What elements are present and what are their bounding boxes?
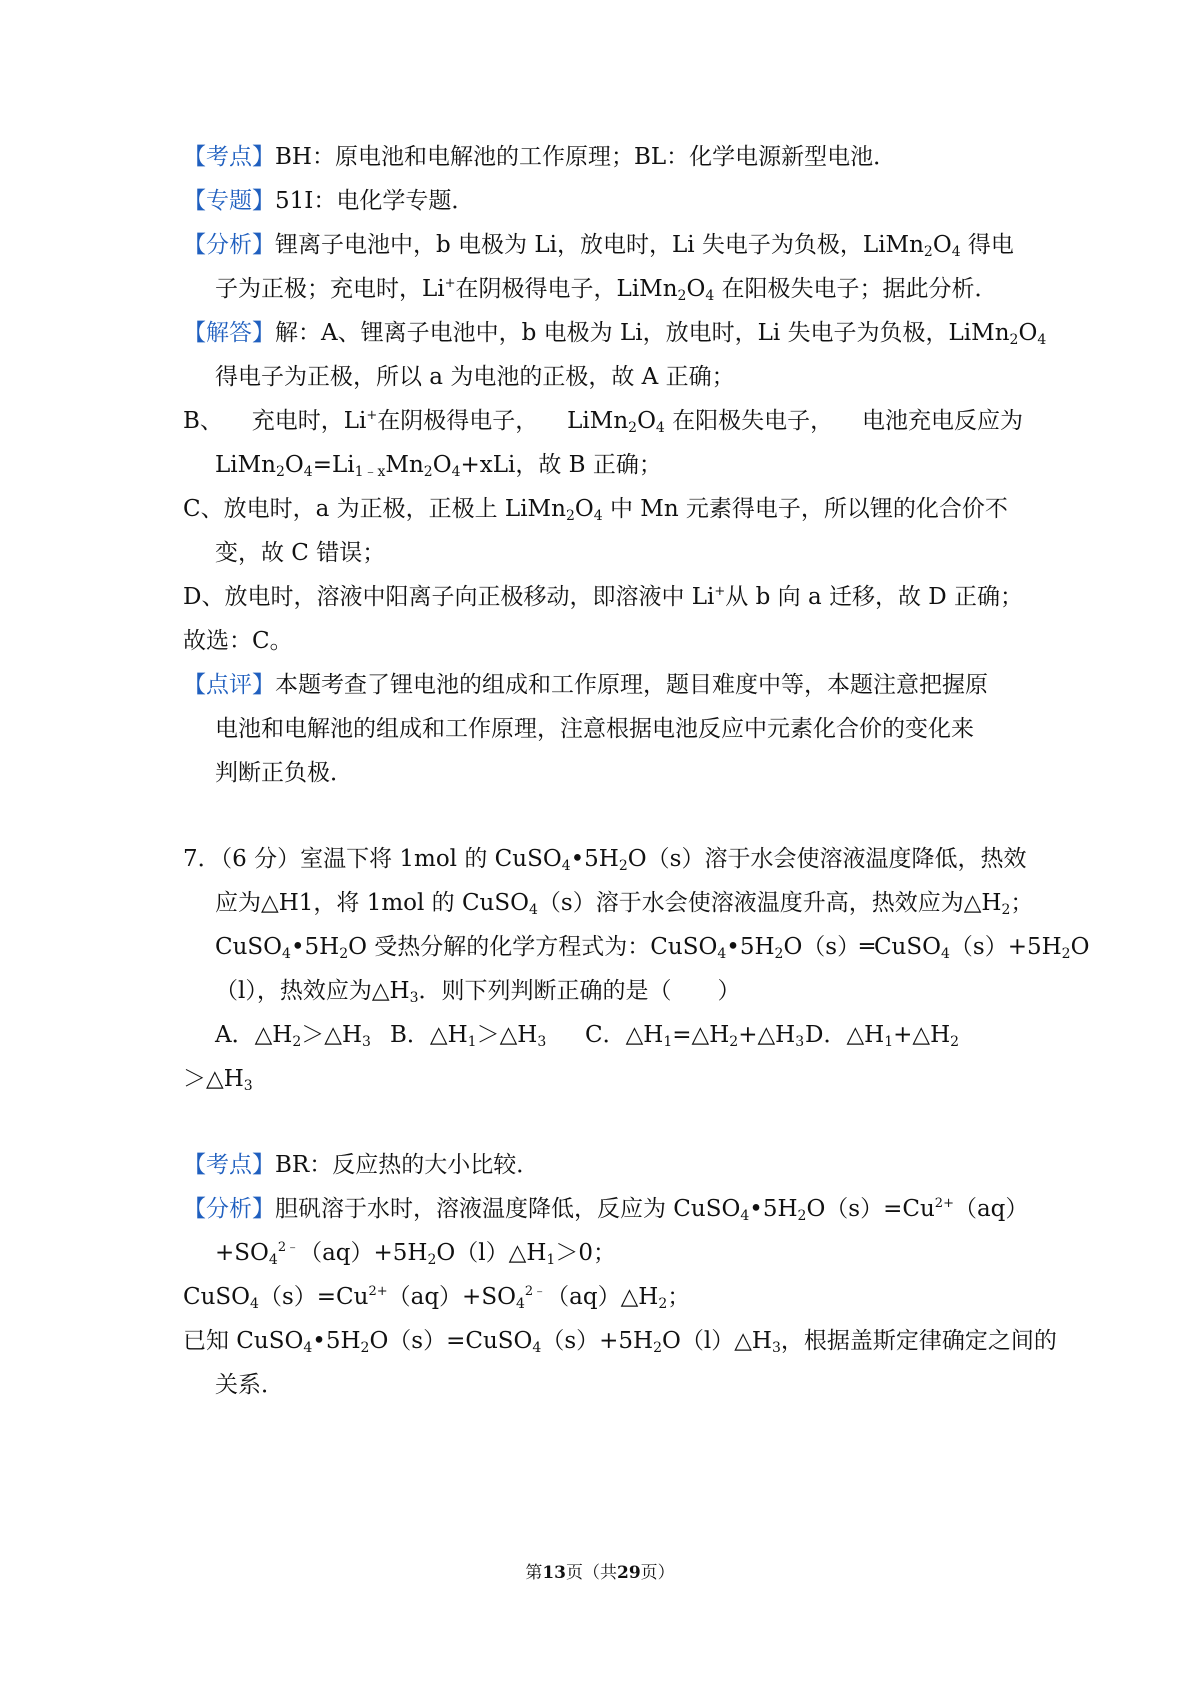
question-7-line-3: $CuSO_4•5H_2O$ 受热分解的化学方程式为：$CuSO_4•5H_2O(s)═CuSO_4(s)+5H_2O$	[215, 934, 1090, 962]
fenxi-tag-2: 【分析】	[183, 1196, 275, 1222]
jieda-tag: 【解答】	[183, 320, 275, 346]
fenxi-text-1: 锂离子电池中，b 电极为 Li，放电时，Li 失电子为负极，$LiMn_2O_4$ 得电	[275, 232, 1014, 260]
option-d: D．$\triangle H_1+\triangle H_2$	[805, 1022, 960, 1050]
fenxi2-line-3: $CuSO_4(s)=Cu^{2+}(aq)+SO_4^{2﹣}(aq)\triangle H_2$；	[183, 1284, 691, 1312]
dianping-line-1	[183, 670, 1023, 700]
kaodian-text: BH：原电池和电解池的工作原理；BL：化学电源新型电池．	[275, 144, 897, 170]
jieda-line-b1: B、 充电时，Li+在阴极得电子， $LiMn_2O_4$ 在阳极失电子， 电池充电反应为	[183, 408, 1023, 436]
option-b: B．$\triangle H_1>\triangle H_3$	[390, 1022, 547, 1050]
jieda-line-2: 得电子为正极，所以 a 为电池的正极，故 A 正确；	[215, 364, 735, 390]
option-d-cont: $>\triangle H_3$	[183, 1066, 253, 1094]
zhuanti-line	[183, 186, 1023, 216]
footer-total-pages: 29	[617, 1563, 641, 1583]
jieda-line-b2: $LiMn_2O_4=Li_{1﹣x}Mn_2O_4+xLi$，故 B 正确；	[215, 452, 662, 480]
fenxi2-text-1: 胆矾溶于水时，溶液温度降低，反应为 $CuSO_4•5H_2O(s)=Cu^{2+}(aq)$	[275, 1196, 1029, 1224]
kaodian-tag-2: 【考点】	[183, 1152, 275, 1178]
question-7-line-1: 7．（6 分）室温下将 1mol 的 $CuSO_4•5H_2O(s)$溶于水会使溶液温度降低，热效	[183, 846, 1027, 874]
page-footer	[0, 1561, 1200, 1585]
dianping-line-2: 电池和电解池的组成和工作原理，注意根据电池反应中元素化合价的变化来	[215, 716, 974, 742]
kaodian-line-2	[183, 1150, 1023, 1180]
kaodian-line-1	[183, 142, 1023, 172]
dianping-line-3: 判断正负极．	[215, 760, 353, 786]
dianping-text-1: 本题考查了锂电池的组成和工作原理，题目难度中等，本题注意把握原	[275, 672, 988, 698]
fenxi2-line-5: 关系．	[215, 1372, 284, 1398]
fenxi2-line-2: $+SO_4^{2﹣}(aq)+5H_2O(l)\triangle H_1>0$；	[215, 1240, 616, 1268]
footer-prefix: 第	[525, 1563, 543, 1583]
zhuanti-text: 51I：电化学专题．	[275, 188, 475, 214]
question-7-options	[215, 1020, 1023, 1050]
fenxi-line-2: 子为正极；充电时，Li+在阴极得电子，$LiMn_2O_4$ 在阳极失电子；据此分析．	[215, 276, 998, 304]
question-7-line-2: 应为△H1，将 1mol 的 CuSO$_4$（s）溶于水会使溶液温度升高，热效应为$\triangle H_2$；	[215, 890, 1034, 918]
fenxi2-line-1	[183, 1194, 1029, 1224]
jieda-line-c1: C、放电时，a 为正极，正极上 $LiMn_2O_4$ 中 Mn 元素得电子，所以锂的化合价不	[183, 496, 1008, 524]
jieda-answer: 故选：C。	[183, 628, 293, 654]
footer-page-number: 13	[542, 1563, 566, 1583]
jieda-line-1	[183, 318, 1047, 348]
kaodian-tag: 【考点】	[183, 144, 275, 170]
jieda-line-d: D、放电时，溶液中阳离子向正极移动，即溶液中 Li+从 b 向 a 迁移，故 D 正确；	[183, 584, 1024, 610]
kaodian-text-2: BR：反应热的大小比较．	[275, 1152, 540, 1178]
footer-mid: 页（共	[566, 1563, 617, 1583]
question-7-line-4: （l），热效应为$\triangle H_3$．则下列判断正确的是（ ）	[215, 978, 741, 1006]
option-c: C．$\triangle H_1=\triangle H_2+\triangle H_3$	[585, 1022, 805, 1050]
fenxi2-line-4: 已知 $CuSO_4•5H_2O(s)=CuSO_4(s)+5H_2O(l)\triangle H_3$，根据盖斯定律确定之间的	[183, 1328, 1057, 1356]
footer-suffix: 页）	[640, 1563, 675, 1583]
dianping-tag: 【点评】	[183, 672, 275, 698]
jieda-line-c2: 变，故 C 错误；	[215, 540, 386, 566]
zhuanti-tag: 【专题】	[183, 188, 275, 214]
option-a: A．$\triangle H_2>\triangle H_3$	[215, 1022, 371, 1050]
fenxi-line-1	[183, 230, 1023, 260]
jieda-text-1: 解：A、锂离子电池中，b 电极为 Li，放电时，Li 失电子为负极，$LiMn_2O_4$	[275, 320, 1047, 348]
fenxi-tag: 【分析】	[183, 232, 275, 258]
